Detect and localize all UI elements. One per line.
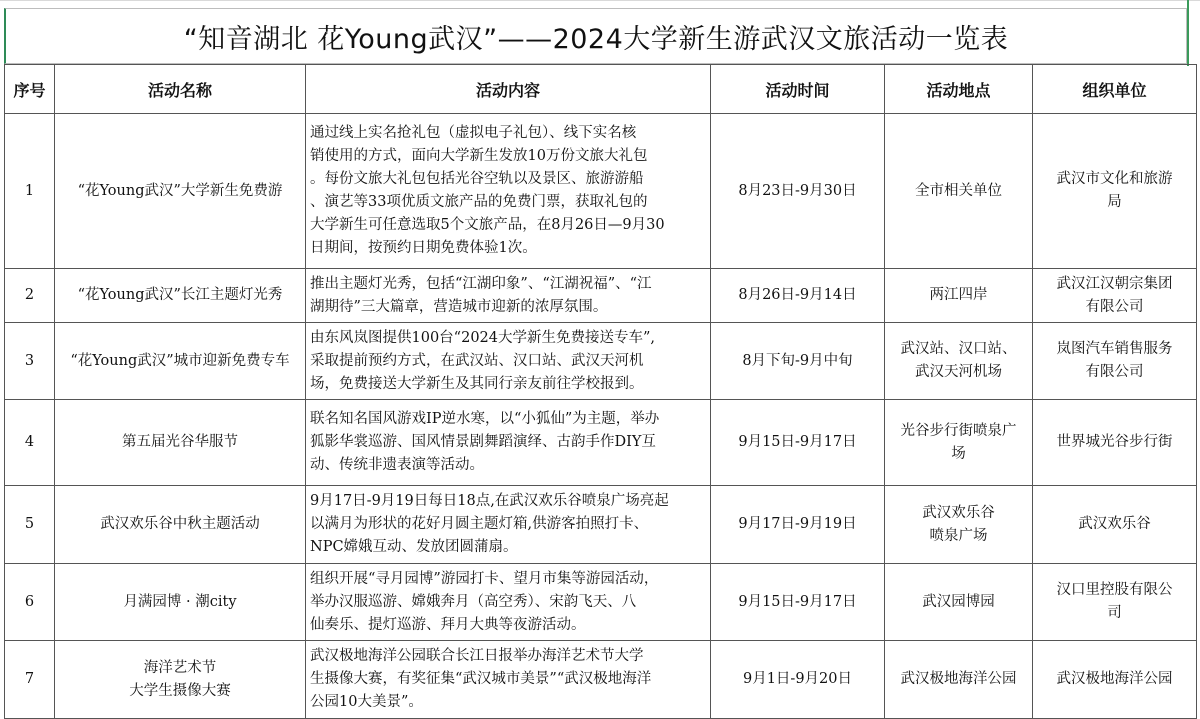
header-place[interactable]: 活动地点 — [885, 65, 1033, 114]
cell-no[interactable]: 3 — [5, 323, 55, 400]
place-line: 全市相关单位 — [915, 182, 1002, 199]
cell-place[interactable] — [885, 323, 1033, 400]
cell-org[interactable] — [1033, 114, 1197, 269]
selection-edge — [1187, 0, 1189, 66]
name-line: 海洋艺术节 — [143, 659, 217, 676]
org-line: 岚图汽车销售服务 — [1056, 341, 1173, 357]
top-gridline — [0, 0, 1200, 1]
cell-content[interactable] — [306, 641, 711, 719]
header-row — [5, 65, 1197, 114]
cell-name[interactable] — [55, 641, 306, 719]
org-line: 武汉极地海洋公园 — [1056, 671, 1173, 687]
cell-org[interactable] — [1033, 486, 1197, 564]
place-line: 武汉极地海洋公园 — [900, 671, 1017, 687]
content-line: 以满月为形状的花好月圆主题灯箱,供游客拍照打卡、 — [310, 516, 649, 532]
cell-time[interactable]: 9月15日-9月17日 — [711, 400, 885, 486]
place-line: 喷泉广场 — [929, 527, 988, 544]
cell-content[interactable] — [306, 269, 711, 323]
cell-org[interactable] — [1033, 269, 1197, 323]
content-line: 由东风岚图提供100台“2024大学新生免费接送专车”, — [310, 329, 656, 346]
content-line: 仙奏乐、提灯巡游、拜月大典等夜游活动。 — [310, 616, 586, 633]
content-line: 。每份文旅大礼包包括光谷空轨以及景区、旅游游船 — [310, 171, 644, 187]
content-line: 大学新生可任意选取5个文旅产品，在8月26日—9月30 — [310, 217, 665, 233]
place-line: 两江四岸 — [929, 287, 988, 303]
cell-name[interactable]: “花Young武汉”大学新生免费游 — [55, 114, 306, 269]
content-line: 公园10大美景”。 — [310, 694, 423, 710]
place-line: 光谷步行街喷泉广 — [900, 422, 1017, 439]
cell-name[interactable]: “花Young武汉”城市迎新免费专车 — [55, 323, 306, 400]
cell-no[interactable]: 4 — [5, 400, 55, 486]
table-row — [5, 564, 1197, 641]
content-line: 举办汉服巡游、嫦娥奔月（高空秀）、宋韵飞天、八 — [310, 593, 637, 610]
cell-name[interactable]: 第五届光谷华服节 — [55, 400, 306, 486]
content-line: 销使用的方式，面向大学新生发放10万份文旅大礼包 — [310, 148, 648, 164]
org-line: 武汉欢乐谷 — [1078, 516, 1151, 532]
activity-table — [4, 64, 1197, 719]
header-name[interactable]: 活动名称 — [55, 65, 306, 114]
content-line: 动、传统非遗表演等活动。 — [310, 457, 484, 473]
content-line: 场，免费接送大学新生及其同行亲友前往学校报到。 — [310, 375, 644, 392]
org-line: 有限公司 — [1085, 364, 1144, 380]
cell-name[interactable]: “花Young武汉”长江主题灯光秀 — [55, 269, 306, 323]
org-line: 局 — [1107, 194, 1122, 210]
table-row — [5, 269, 1197, 323]
content-line: 联名知名国风游戏IP逆水寒，以“小狐仙”为主题，举办 — [310, 411, 660, 427]
place-line: 武汉站、汉口站、 — [900, 341, 1017, 357]
header-content[interactable]: 活动内容 — [306, 65, 711, 114]
cell-place[interactable] — [885, 400, 1033, 486]
org-line: 武汉江汉朝宗集团 — [1056, 275, 1173, 292]
content-line: 生摄像大赛，有奖征集“武汉城市美景”“武汉极地海洋 — [310, 671, 652, 687]
org-line: 武汉市文化和旅游 — [1056, 171, 1173, 187]
cell-no[interactable]: 5 — [5, 486, 55, 564]
cell-org[interactable] — [1033, 641, 1197, 719]
content-line: 采取提前预约方式，在武汉站、汉口站、武汉天河机 — [310, 352, 644, 369]
table-row — [5, 641, 1197, 719]
content-line: 狐影华裳巡游、国风情景剧舞蹈演绎、古韵手作DIY互 — [310, 434, 656, 450]
content-line: 湖期待”三大篇章，营造城市迎新的浓厚氛围。 — [310, 298, 608, 315]
cell-name[interactable]: 月满园博 · 潮city — [55, 564, 306, 641]
place-line: 武汉天河机场 — [915, 364, 1002, 380]
cell-org[interactable] — [1033, 564, 1197, 641]
table-row — [5, 114, 1197, 269]
content-line: 通过线上实名抢礼包（虚拟电子礼包）、线下实名核 — [310, 125, 637, 141]
cell-content[interactable] — [306, 564, 711, 641]
cell-time[interactable]: 9月15日-9月17日 — [711, 564, 885, 641]
cell-time[interactable]: 8月23日-9月30日 — [711, 114, 885, 269]
cell-place[interactable] — [885, 564, 1033, 641]
cell-name[interactable]: 武汉欢乐谷中秋主题活动 — [55, 486, 306, 564]
org-line: 汉口里控股有限公 — [1056, 582, 1173, 598]
cell-org[interactable] — [1033, 400, 1197, 486]
table-title[interactable]: “知音湖北 花Young武汉”——2024大学新生游武汉文旅活动一览表 — [4, 8, 1187, 64]
cell-place[interactable] — [885, 114, 1033, 269]
place-line: 武汉园博园 — [922, 593, 995, 610]
org-line: 世界城光谷步行街 — [1056, 434, 1173, 450]
header-no[interactable]: 序号 — [5, 65, 55, 114]
header-time[interactable]: 活动时间 — [711, 65, 885, 114]
cell-content[interactable] — [306, 486, 711, 564]
content-line: 9月17日-9月19日每日18点,在武汉欢乐谷喷泉广场亮起 — [310, 493, 669, 509]
cell-content[interactable] — [306, 400, 711, 486]
cell-content[interactable] — [306, 323, 711, 400]
content-line: 、演艺等33项优质文旅产品的免费门票，获取礼包的 — [310, 194, 648, 210]
org-line: 有限公司 — [1085, 298, 1144, 315]
header-org[interactable]: 组织单位 — [1033, 65, 1197, 114]
content-line: 组织开展“寻月园博”游园打卡、望月市集等游园活动， — [310, 570, 659, 587]
cell-time[interactable]: 9月17日-9月19日 — [711, 486, 885, 564]
content-line: 武汉极地海洋公园联合长江日报举办海洋艺术节大学 — [310, 648, 644, 664]
place-line: 武汉欢乐谷 — [922, 504, 995, 521]
name-line: 大学生摄像大赛 — [129, 682, 231, 699]
cell-content[interactable] — [306, 114, 711, 269]
cell-time[interactable]: 9月1日-9月20日 — [711, 641, 885, 719]
table-row — [5, 400, 1197, 486]
cell-time[interactable]: 8月下旬-9月中旬 — [711, 323, 885, 400]
place-line: 场 — [951, 445, 966, 462]
cell-place[interactable] — [885, 486, 1033, 564]
content-line: NPC嫦娥互动、发放团圆蒲扇。 — [310, 539, 518, 555]
table-row — [5, 323, 1197, 400]
content-line: 日期间，按预约日期免费体验1次。 — [310, 240, 537, 256]
cell-no[interactable]: 6 — [5, 564, 55, 641]
cell-time[interactable]: 8月26日-9月14日 — [711, 269, 885, 323]
org-line: 司 — [1107, 605, 1122, 621]
table-row — [5, 486, 1197, 564]
cell-no[interactable]: 1 — [5, 114, 55, 269]
cell-org[interactable] — [1033, 323, 1197, 400]
cell-no[interactable]: 2 — [5, 269, 55, 323]
cell-place[interactable] — [885, 269, 1033, 323]
content-line: 推出主题灯光秀，包括“江湖印象”、“江湖祝福”、“江 — [310, 275, 652, 292]
cell-place[interactable] — [885, 641, 1033, 719]
cell-no[interactable]: 7 — [5, 641, 55, 719]
